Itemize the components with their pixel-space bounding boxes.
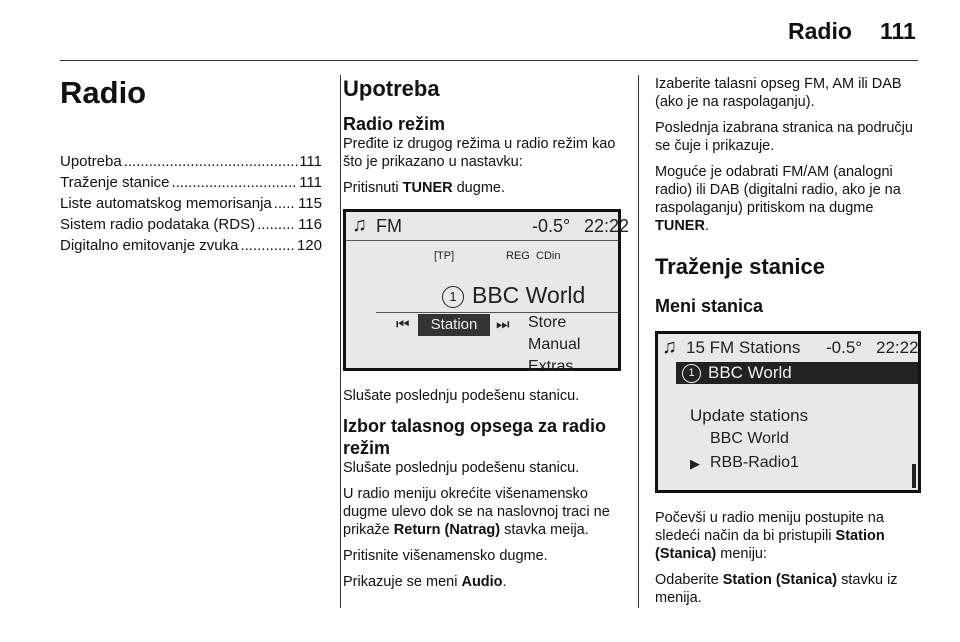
preset-number: 1 xyxy=(682,364,701,383)
offset-label: -0.5° xyxy=(532,216,571,236)
toc-entry[interactable] xyxy=(60,172,322,193)
tuner-keyword: TUNER xyxy=(655,218,705,234)
menu-item-manual[interactable]: Manual xyxy=(528,336,581,353)
paragraph: Moguće je odabrati FM/AM (analogni radio) ili DAB (digitalni radio, ako je na raspolaganju) pritiskom na dugme TUNER. xyxy=(655,164,901,234)
paragraph: Pređite iz drugog režima u radio režim kao što je prikazano u nastavku: xyxy=(343,136,616,170)
toc-entry[interactable] xyxy=(60,214,322,235)
music-note-icon: ♫ xyxy=(662,336,677,358)
return-keyword: Return (Natrag) xyxy=(393,522,501,538)
radio-display-screenshot xyxy=(343,209,630,375)
paragraph: Prikazuje se meni Audio. xyxy=(343,574,507,590)
scrollbar[interactable] xyxy=(912,464,916,488)
section-heading: Traženje stanice xyxy=(655,254,825,279)
table-of-contents xyxy=(60,151,322,256)
column-toc xyxy=(60,75,322,256)
toc-page: 120 xyxy=(296,237,322,254)
toc-entry[interactable] xyxy=(60,235,322,256)
paragraph: Počevši u radio meniju postupite na sledeći način da bi pristupili Station (Stanica) meniju: xyxy=(655,510,885,562)
previous-icon[interactable]: ⏮ xyxy=(396,316,410,333)
paragraph: Poslednja izabrana stranica na području se čuje i prikazuje. xyxy=(655,120,913,154)
band-label: FM xyxy=(376,216,402,236)
station-button[interactable]: Station xyxy=(418,314,490,336)
tp-indicator: [TP] xyxy=(434,250,455,262)
menu-item-extras[interactable]: Extras xyxy=(528,358,574,375)
toc-page: 111 xyxy=(299,153,322,170)
paragraph: Slušate poslednju podešenu stanicu. xyxy=(343,460,580,476)
toc-entry[interactable] xyxy=(60,151,322,172)
toc-label: Liste automatskog memorisanja xyxy=(60,195,272,212)
toc-leader xyxy=(124,151,297,172)
time-label: 22:22 xyxy=(876,338,919,357)
page-number: 111 xyxy=(880,18,916,44)
subsection-heading: Radio režim xyxy=(343,114,446,134)
tuner-keyword: TUNER xyxy=(402,180,453,196)
station-list-item[interactable]: BBC World xyxy=(710,430,789,447)
toc-label: Sistem radio podataka (RDS) xyxy=(60,216,256,233)
screen-title: 15 FM Stations xyxy=(686,338,801,357)
toc-leader xyxy=(257,214,296,235)
station-name: BBC World xyxy=(472,282,586,308)
toc-page: 111 xyxy=(299,174,322,191)
update-stations-item[interactable]: Update stations xyxy=(690,406,809,425)
toc-page: 115 xyxy=(298,195,322,212)
page-header-title: Radio xyxy=(788,18,852,44)
column-usage xyxy=(343,75,630,591)
preset-number: 1 xyxy=(442,286,464,308)
play-arrow-icon: ▶ xyxy=(690,456,700,471)
music-note-icon: ♫ xyxy=(352,214,367,236)
toc-leader xyxy=(274,193,296,214)
toc-label: Upotreba xyxy=(60,153,122,170)
toc-label: Traženje stanice xyxy=(60,174,170,191)
offset-label: -0.5° xyxy=(826,338,863,357)
toc-label: Digitalno emitovanje zvuka xyxy=(60,237,239,254)
subsection-heading: Izbor talasnog opsega za radio režim xyxy=(343,416,607,458)
column-separator-1 xyxy=(340,75,341,608)
chapter-title: Radio xyxy=(60,75,147,110)
station-list-item[interactable]: RBB-Radio1 xyxy=(710,454,799,471)
toc-leader xyxy=(240,235,295,256)
paragraph: Izaberite talasni opseg FM, AM ili DAB (ako je na raspolaganju). xyxy=(655,76,902,110)
audio-keyword: Audio xyxy=(461,574,503,590)
selected-station-name: BBC World xyxy=(708,363,792,382)
time-label: 22:22 xyxy=(584,216,630,236)
toc-page: 116 xyxy=(298,216,322,233)
toc-leader xyxy=(172,172,298,193)
cdin-indicator: CDin xyxy=(536,250,561,262)
paragraph: Pritisnite višenamensko dugme. xyxy=(343,548,548,564)
station-keyword: Station (Stanica) xyxy=(722,572,838,588)
column-separator-2 xyxy=(638,75,639,608)
header-rule xyxy=(60,60,918,61)
column-station-search xyxy=(655,75,925,607)
paragraph: Slušate poslednju podešenu stanicu. xyxy=(343,388,580,404)
section-heading: Upotreba xyxy=(343,76,440,101)
station-menu-screenshot xyxy=(655,331,921,493)
next-icon[interactable]: ⏭ xyxy=(496,316,510,333)
station-keyword: Station (Stanica) xyxy=(655,528,885,562)
menu-item-store[interactable]: Store xyxy=(528,314,567,331)
subsection-heading: Meni stanica xyxy=(655,296,764,316)
toc-entry[interactable] xyxy=(60,193,322,214)
reg-indicator: REG xyxy=(506,250,530,262)
paragraph: U radio meniju okrećite višenamensko dugme ulevo dok se na naslovnoj traci ne prikaže Return (Natrag) stavka meija. xyxy=(343,486,610,538)
paragraph: Odaberite Station (Stanica) stavku iz menija. xyxy=(655,572,898,606)
paragraph: Pritisnuti TUNER dugme. xyxy=(343,180,505,196)
